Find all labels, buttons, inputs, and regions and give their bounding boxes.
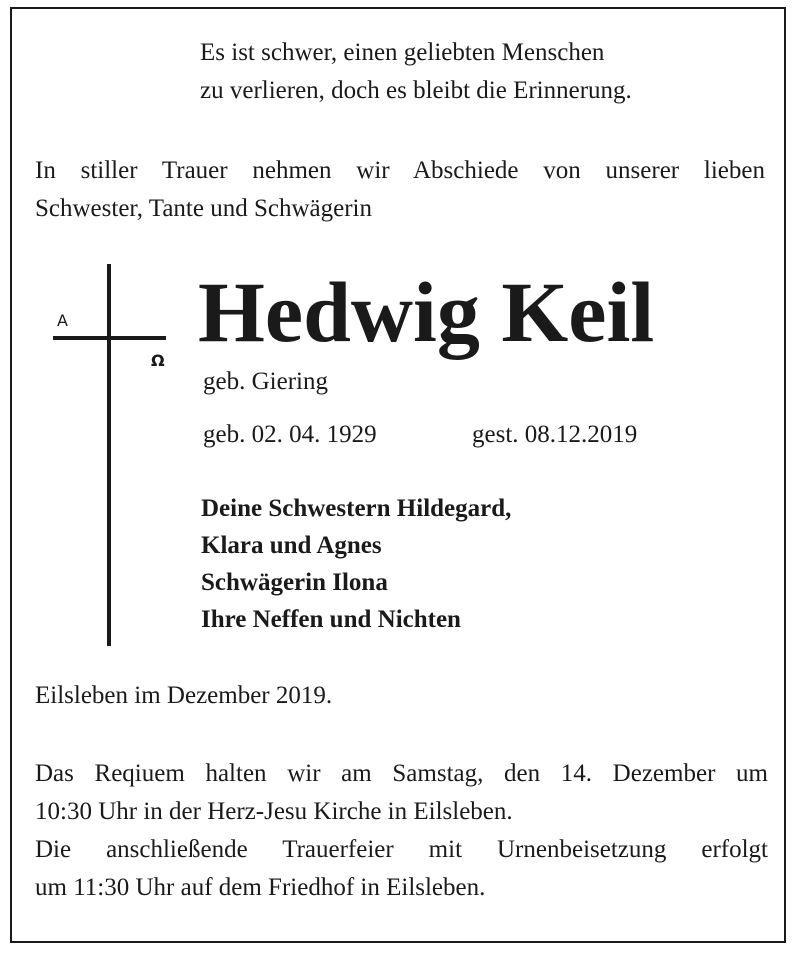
service-line: 10:30 Uhr in der Herz-Jesu Kirche in Eilsleben. (35, 798, 513, 825)
cross-icon (107, 264, 111, 646)
intro-text (35, 152, 765, 228)
mourner-line: Schwägerin Ilona (201, 569, 388, 596)
service-info (35, 755, 768, 907)
motto (200, 34, 632, 110)
motto-line: Es ist schwer, einen geliebten Menschen (200, 39, 605, 66)
alpha-symbol: A (57, 311, 68, 330)
service-line: Die anschließende Trauerfeier mit Urnenbeisetzung erfolgt (35, 836, 768, 863)
cross-bar (53, 336, 166, 340)
birth-date: geb. 02. 04. 1929 (203, 421, 377, 448)
mourner-line: Ihre Neffen und Nichten (201, 606, 461, 633)
omega-symbol: Ω (151, 351, 165, 370)
intro-line: In stiller Trauer nehmen wir Abschiede von unserer lieben (35, 157, 765, 184)
service-line: Das Reqiuem halten wir am Samstag, den 14. Dezember um (35, 760, 768, 787)
place-date: Eilsleben im Dezember 2019. (35, 682, 333, 709)
death-date: gest. 08.12.2019 (472, 421, 638, 448)
mourners-list (201, 490, 511, 638)
maiden-name: geb. Giering (203, 368, 328, 395)
service-line: um 11:30 Uhr auf dem Friedhof in Eilsleben. (35, 874, 486, 901)
mourner-line: Klara und Agnes (201, 532, 382, 559)
intro-line: Schwester, Tante und Schwägerin (35, 195, 372, 222)
mourner-line: Deine Schwestern Hildegard, (201, 495, 512, 522)
motto-line: zu verlieren, doch es bleibt die Erinnerung. (200, 77, 632, 104)
deceased-name: Hedwig Keil (198, 264, 655, 360)
